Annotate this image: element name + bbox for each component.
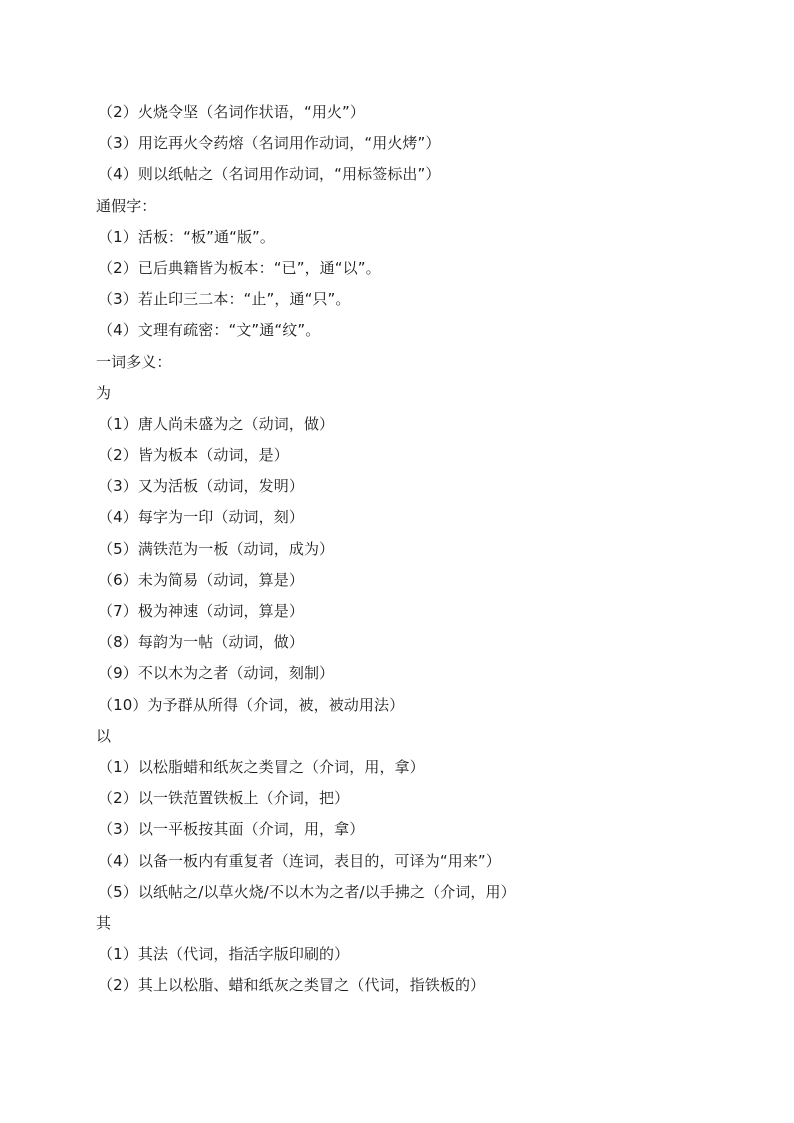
list-item: （1）活板：“板”通“版”。 [98,227,276,246]
list-item: （2）以一铁范置铁板上（介词，把） [98,789,350,808]
list-item: （3）若止印三二本：“止”，通“只”。 [98,290,351,309]
list-item: （2）其上以松脂、蜡和纸灰之类冒之（代词，指铁板的） [98,976,486,995]
list-item: （4）文理有疏密：“文”通“纹”。 [98,321,321,340]
list-item: （3）又为活板（动词，发明） [98,477,304,496]
list-item: （1）以松脂蜡和纸灰之类冒之（介词，用，拿） [98,757,425,776]
subheading-qi: 其 [96,913,112,932]
section-heading-tongjiazi: 通假字： [96,196,157,215]
list-item: （4）每字为一印（动词，刻） [98,508,304,527]
list-item: （9）不以木为之者（动词，刻制） [98,664,335,683]
list-item: （8）每韵为一帖（动词，做） [98,633,304,652]
list-item: （6）未为简易（动词，算是） [98,570,304,589]
list-item: （1）其法（代词，指活字版印刷的） [98,945,350,964]
section-heading-yiciduoyi: 一词多义： [96,352,172,371]
list-item: （2）皆为板本（动词，是） [98,446,289,465]
list-item: （5）满铁范为一板（动词，成为） [98,539,335,558]
list-item: （3）以一平板按其面（介词，用，拿） [98,820,365,839]
list-item: （2）已后典籍皆为板本：“已”，通“以”。 [98,258,381,277]
document-body [96,97,716,1001]
list-item: （2）火烧令坚（名词作状语，“用火”） [98,103,365,121]
list-item: （4）以备一板内有重复者（连词，表目的，可译为“用来”） [98,851,501,870]
list-item: （3）用讫再火令药熔（名词用作动词，“用火烤”） [98,134,441,153]
list-item: （4）则以纸帖之（名词用作动词，“用标签标出”） [98,165,441,184]
list-item: （5）以纸帖之/以草火烧/不以木为之者/以手拂之（介词，用） [98,882,516,901]
list-item: （7）极为神速（动词，算是） [98,602,304,620]
subheading-wei: 为 [96,383,112,402]
list-item: （10）为予群从所得（介词，被，被动用法） [98,695,405,714]
list-item: （1）唐人尚未盛为之（动词，做） [98,414,335,433]
subheading-yi: 以 [96,726,112,745]
